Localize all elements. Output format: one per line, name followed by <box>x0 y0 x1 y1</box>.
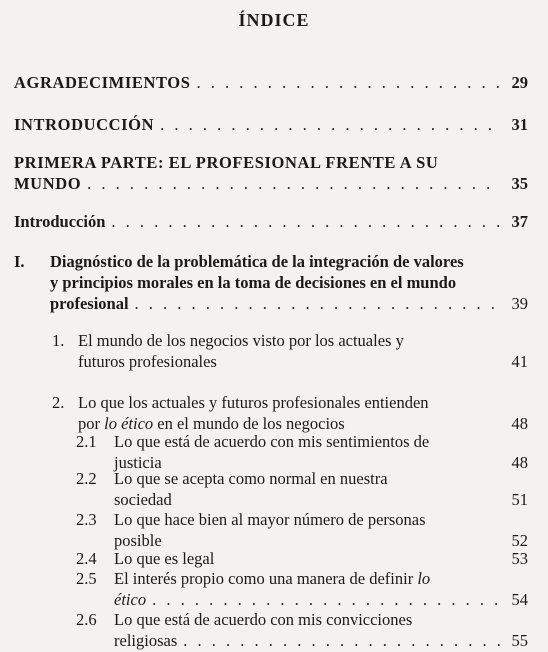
toc-page-number: 53 <box>511 549 528 568</box>
subsection-title-line1: Lo que se acepta como normal en nuestra <box>114 469 388 488</box>
toc-page-number: 37 <box>511 212 528 231</box>
toc-entry-agradecimientos[interactable] <box>14 72 528 93</box>
toc-page-number: 51 <box>511 490 528 509</box>
text-segment: El interés propio como una manera de definir <box>114 569 418 588</box>
dot-leader <box>183 630 500 651</box>
dot-leader <box>160 114 500 135</box>
subsection-number: 2.2 <box>76 469 97 488</box>
toc-entry-label-line1: PRIMERA PARTE: EL PROFESIONAL FRENTE A SU <box>14 153 439 172</box>
toc-entry-section-2-1[interactable] <box>76 431 528 473</box>
chapter-number: I. <box>14 252 25 271</box>
toc-page-number: 29 <box>511 73 528 92</box>
page-title: ÍNDICE <box>238 10 310 30</box>
dot-leader <box>135 293 500 314</box>
subsection-number: 2.6 <box>76 610 97 629</box>
toc-entry-chapter-1[interactable] <box>14 251 528 314</box>
chapter-title-line1: Diagnóstico de la problemática de la integración de valores <box>50 252 464 271</box>
toc-entry-introduccion[interactable] <box>14 211 528 232</box>
italic-term: lo <box>417 569 431 588</box>
section-title-line1: El mundo de los negocios visto por los actuales y <box>78 331 404 350</box>
subsection-number: 2.4 <box>76 549 97 568</box>
subsection-title-line2: sociedad <box>114 490 172 509</box>
toc-page-number: 41 <box>511 352 528 371</box>
subsection-title-line1: Lo que está de acuerdo con mis sentimientos de <box>114 432 430 451</box>
toc-entry-section-2-3[interactable] <box>76 509 528 551</box>
text-segment: en el mundo de los negocios <box>153 414 345 433</box>
toc-entry-section-1[interactable] <box>52 330 528 372</box>
subsection-title-line1: Lo que es legal <box>114 549 215 568</box>
section-number: 1. <box>52 331 65 350</box>
toc-entry-section-2-5[interactable] <box>76 568 528 610</box>
dot-leader <box>152 589 500 610</box>
chapter-title-line3: profesional <box>50 294 129 313</box>
toc-entry-label: AGRADECIMIENTOS <box>14 73 191 92</box>
subsection-title-line2: posible <box>114 531 162 550</box>
subsection-title-line2: ético <box>114 590 147 609</box>
toc-entry-section-2-4[interactable] <box>76 548 528 569</box>
chapter-title-line2: y principios morales en la toma de decisiones en el mundo <box>50 273 457 292</box>
subsection-number: 2.5 <box>76 569 97 588</box>
subsection-title-line1: Lo que hace bien al mayor número de personas <box>114 510 426 529</box>
toc-entry-section-2-2[interactable] <box>76 468 528 510</box>
dot-leader <box>196 72 500 93</box>
toc-entry-introduccion-main[interactable] <box>14 114 528 135</box>
subsection-number: 2.3 <box>76 510 97 529</box>
italic-term: lo ético <box>104 414 154 433</box>
toc-page-number: 55 <box>511 631 528 650</box>
toc-entry-label-line2: MUNDO <box>14 174 82 193</box>
section-title-line2: futuros profesionales <box>78 352 217 371</box>
subsection-title-line2: religiosas <box>114 631 178 650</box>
toc-entry-label: INTRODUCCIÓN <box>14 115 155 134</box>
toc-entry-section-2[interactable] <box>52 392 528 434</box>
dot-leader <box>111 211 500 232</box>
toc-page-number: 48 <box>511 414 528 433</box>
toc-page-number: 48 <box>511 453 528 472</box>
dot-leader <box>87 173 500 194</box>
toc-page-number: 54 <box>511 590 528 609</box>
toc-page-number: 52 <box>511 531 528 550</box>
subsection-title-line2: justicia <box>114 453 162 472</box>
toc-page-number: 35 <box>511 174 528 193</box>
section-number: 2. <box>52 393 65 412</box>
toc-entry-primera-parte[interactable] <box>14 152 528 194</box>
text-segment: por <box>78 414 105 433</box>
section-title-line1: Lo que los actuales y futuros profesionales entienden <box>78 393 429 412</box>
toc-page-number: 31 <box>511 115 528 134</box>
subsection-title-line1: Lo que está de acuerdo con mis convicciones <box>114 610 413 629</box>
subsection-number: 2.1 <box>76 432 97 451</box>
subsection-title-line1 <box>114 568 528 589</box>
toc-entry-section-2-6[interactable] <box>76 609 528 651</box>
toc-entry-label: Introducción <box>14 212 106 231</box>
toc-page-number: 39 <box>511 294 528 313</box>
